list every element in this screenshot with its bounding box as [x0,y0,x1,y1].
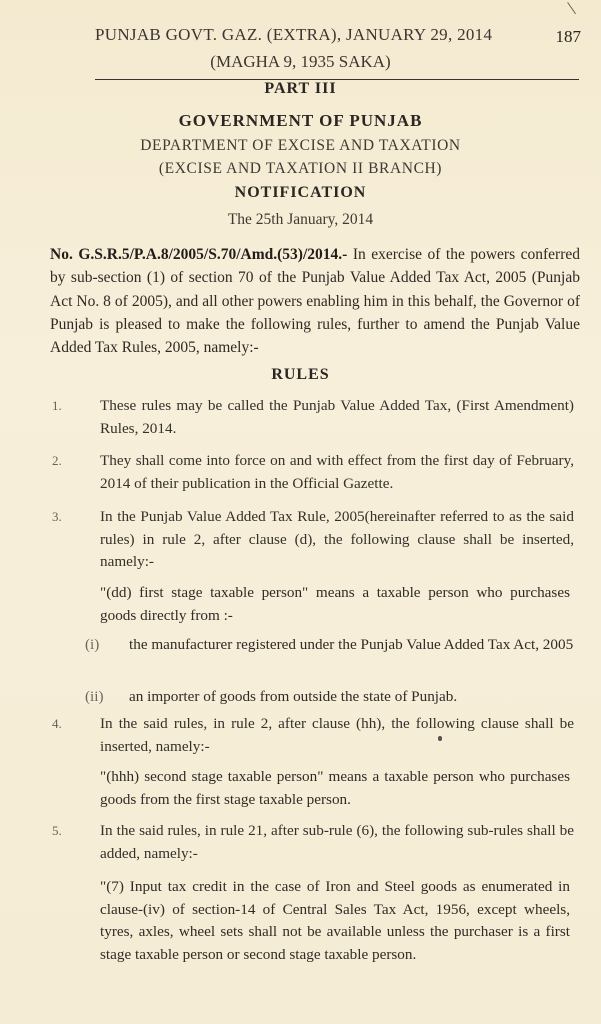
sub-rule-7: "(7) Input tax credit in the case of Iron and Steel goods as enumerated in clause-(iv) of section-14 of Central Sales Tax Act, 1956, except wheels, tyres, axles, wheel sets shall not be available unless the purchaser is a first stage taxable person or second stage taxable person. [100,878,570,963]
sub-clause-label: (ii) [85,688,104,705]
rule-text: In the Punjab Value Added Tax Rule, 2005(hereinafter referred to as the said rules) in rule 2, after clause (d), the following clause shall be inserted, namely:- [100,508,574,570]
ink-dot [438,736,442,741]
pen-mark [559,2,576,20]
notification-date: The 25th January, 2014 [227,211,374,228]
gazette-title: PUNJAB GOVT. GAZ. (EXTRA), JANUARY 29, 2014 [95,25,493,44]
saka-date: (MAGHA 9, 1935 SAKA) [210,52,391,71]
sub-clause-text: an importer of goods from outside the state of Punjab. [129,688,458,705]
page-header [0,25,601,85]
rule-number: 2. [52,453,62,468]
sub-clause-label: (i) [85,636,100,653]
rule-text: In the said rules, in rule 2, after clause (hh), the following clause shall be inserted, namely:- [100,715,574,755]
page-number: 187 [555,27,581,46]
definition-hhh: "(hhh) second stage taxable person" means a taxable person who purchases goods from the first stage taxable person. [100,768,570,808]
rule-number: 5. [52,823,62,838]
rules-heading: RULES [271,366,330,383]
department-heading: DEPARTMENT OF EXCISE AND TAXATION [140,137,461,154]
preamble-paragraph [50,243,580,359]
rule-text: In the said rules, in rule 21, after sub-rule (6), the following sub-rules shall be added, namely:- [100,822,574,862]
notification-number: No. G.S.R.5/P.A.8/2005/S.70/Amd.(53)/2014.- [50,246,348,263]
notification-heading: NOTIFICATION [234,184,367,201]
branch-heading: (EXCISE AND TAXATION II BRANCH) [158,160,443,177]
rule-text: They shall come into force on and with effect from the first day of February, 2014 of their publication in the Official Gazette. [100,452,574,492]
preamble-text: In exercise of the powers conferred by sub-section (1) of section 70 of the Punjab Value Added Tax Act, 2005 (Punjab Act No. 8 of 2005), and all other powers enabling him in this behalf, the Governor of Punjab is pleased to make the following rules, further to amend the Punjab Value Added Tax Rules, 2005, namely:- [50,246,581,357]
rule-number: 1. [52,398,62,413]
part-heading: PART III [264,80,337,97]
definition-dd: "(dd) first stage taxable person" means a taxable person who purchases goods directly from :- [100,584,570,624]
government-heading: GOVERNMENT OF PUNJAB [178,111,423,130]
rule-number: 4. [52,716,62,731]
rule-number: 3. [52,509,62,524]
sub-clause-text: the manufacturer registered under the Punjab Value Added Tax Act, 2005 [129,636,574,653]
rule-text: These rules may be called the Punjab Value Added Tax, (First Amendment) Rules, 2014. [100,397,574,437]
